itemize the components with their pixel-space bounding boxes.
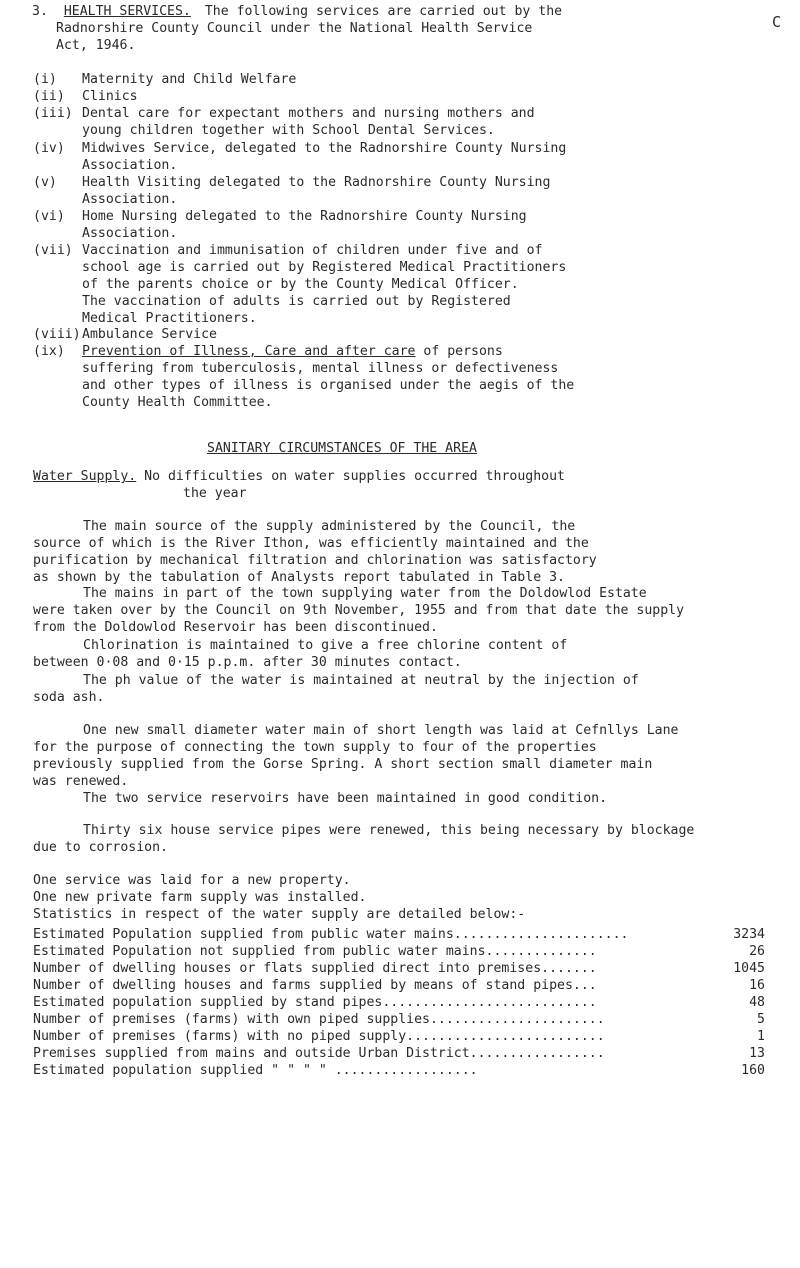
- stat-value: 48: [749, 995, 765, 1010]
- stat-row: [33, 977, 765, 994]
- service-number: (ii): [33, 89, 65, 104]
- paragraph-line: soda ash.: [33, 690, 105, 705]
- paragraph-line: The two service reservoirs have been maintained in good condition.: [83, 791, 608, 806]
- service-line: Home Nursing delegated to the Radnorshire County Nursing: [82, 209, 527, 224]
- stat-row: [33, 994, 765, 1011]
- service-heading: Prevention of Illness, Care and after care: [82, 344, 416, 359]
- service-number: (iv): [33, 141, 65, 156]
- stat-row: [33, 943, 765, 960]
- stat-value: 13: [749, 1046, 765, 1061]
- paragraph-line: One service was laid for a new property.: [33, 873, 351, 888]
- header-text-line1: The following services are carried out by the: [204, 4, 563, 19]
- service-line: school age is carried out by Registered Medical Practitioners: [82, 260, 567, 275]
- service-line: Association.: [82, 158, 178, 173]
- service-number: (v): [33, 175, 57, 190]
- service-number: (ix): [33, 344, 65, 359]
- stat-value: 5: [757, 1012, 765, 1027]
- paragraph-line: The main source of the supply administered by the Council, the: [83, 519, 576, 534]
- stat-label: Estimated population supplied " " " " ..................: [33, 1063, 478, 1078]
- service-line: and other types of illness is organised under the aegis of the: [82, 378, 575, 393]
- paragraph-line: purification by mechanical filtration and chlorination was satisfactory: [33, 553, 597, 568]
- section-header-line1: [32, 3, 562, 20]
- stat-row: [33, 1062, 765, 1079]
- section-number: 3.: [32, 4, 48, 19]
- paragraph-line: was renewed.: [33, 774, 129, 789]
- service-line: Association.: [82, 226, 178, 241]
- service-line: Maternity and Child Welfare: [82, 72, 297, 87]
- water-supply-line1: [33, 468, 565, 485]
- stat-value: 3234: [733, 927, 765, 942]
- paragraph-line: Thirty six house service pipes were renewed, this being necessary by blockage: [83, 823, 695, 838]
- stat-label: Number of premises (farms) with own piped supplies......................: [33, 1012, 605, 1027]
- water-supply-line2: the year: [183, 486, 247, 501]
- water-supply-text: No difficulties on water supplies occurred throughout: [136, 469, 565, 484]
- service-line: suffering from tuberculosis, mental illness or defectiveness: [82, 361, 559, 376]
- water-supply-label: Water Supply.: [33, 469, 137, 484]
- stat-row: [33, 1045, 765, 1062]
- service-line: of the parents choice or by the County Medical Officer.: [82, 277, 519, 292]
- service-line: Association.: [82, 192, 178, 207]
- paragraph-line: for the purpose of connecting the town supply to four of the properties: [33, 740, 597, 755]
- paragraph-line: The ph value of the water is maintained at neutral by the injection of: [83, 673, 639, 688]
- sanitary-heading: SANITARY CIRCUMSTANCES OF THE AREA: [207, 441, 477, 456]
- section-title: HEALTH SERVICES.: [63, 4, 191, 19]
- stat-value: 16: [749, 978, 765, 993]
- service-number: (viii): [33, 327, 81, 342]
- service-line-rest: of persons: [415, 344, 503, 359]
- service-line: Clinics: [82, 89, 138, 104]
- stat-row: [33, 1011, 765, 1028]
- stat-label: Premises supplied from mains and outside Urban District.................: [33, 1046, 605, 1061]
- service-line: The vaccination of adults is carried out by Registered: [82, 294, 511, 309]
- paragraph-line: One new private farm supply was installed.: [33, 890, 367, 905]
- paragraph-line: One new small diameter water main of short length was laid at Cefnllys Lane: [83, 723, 679, 738]
- service-line: young children together with School Dental Services.: [82, 123, 495, 138]
- stat-value: 26: [749, 944, 765, 959]
- paragraph-line: The mains in part of the town supplying water from the Doldowlod Estate: [83, 586, 647, 601]
- service-line: County Health Committee.: [82, 395, 273, 410]
- service-line: Ambulance Service: [82, 327, 217, 342]
- service-number: (iii): [33, 106, 73, 121]
- stat-row: [33, 960, 765, 977]
- paragraph-line: from the Doldowlod Reservoir has been discontinued.: [33, 620, 438, 635]
- paragraph-line: due to corrosion.: [33, 840, 168, 855]
- service-line: Vaccination and immunisation of children under five and of: [82, 243, 543, 258]
- stat-label: Number of dwelling houses or flats supplied direct into premises.......: [33, 961, 597, 976]
- service-line: Medical Practitioners.: [82, 311, 257, 326]
- stat-row: [33, 926, 765, 943]
- service-line: Dental care for expectant mothers and nursing mothers and: [82, 106, 535, 121]
- paragraph-line: Chlorination is maintained to give a free chlorine content of: [83, 638, 568, 653]
- paragraph-line: were taken over by the Council on 9th November, 1955 and from that date the supply: [33, 603, 685, 618]
- service-line: [82, 343, 503, 360]
- paragraph-line: Statistics in respect of the water supply are detailed below:-: [33, 907, 526, 922]
- stat-label: Number of dwelling houses and farms supplied by means of stand pipes...: [33, 978, 597, 993]
- stat-value: 1: [757, 1029, 765, 1044]
- stat-label: Estimated Population not supplied from public water mains..............: [33, 944, 597, 959]
- stat-row: [33, 1028, 765, 1045]
- paragraph-line: source of which is the River Ithon, was efficiently maintained and the: [33, 536, 589, 551]
- stat-label: Estimated population supplied by stand pipes...........................: [33, 995, 597, 1010]
- margin-mark: C: [772, 13, 782, 31]
- paragraph-line: as shown by the tabulation of Analysts report tabulated in Table 3.: [33, 570, 565, 585]
- service-number: (i): [33, 72, 57, 87]
- stat-label: Number of premises (farms) with no piped supply.........................: [33, 1029, 605, 1044]
- service-line: Midwives Service, delegated to the Radnorshire County Nursing: [82, 141, 567, 156]
- paragraph-line: previously supplied from the Gorse Spring. A short section small diameter main: [33, 757, 653, 772]
- header-text-line2: Radnorshire County Council under the National Health Service: [56, 21, 533, 36]
- stat-value: 160: [741, 1063, 765, 1078]
- stat-label: Estimated Population supplied from public water mains......................: [33, 927, 629, 942]
- header-text-line3: Act, 1946.: [56, 38, 136, 53]
- paragraph-line: between 0·08 and 0·15 p.p.m. after 30 minutes contact.: [33, 655, 462, 670]
- service-number: (vii): [33, 243, 73, 258]
- service-line: Health Visiting delegated to the Radnorshire County Nursing: [82, 175, 551, 190]
- service-number: (vi): [33, 209, 65, 224]
- stat-value: 1045: [733, 961, 765, 976]
